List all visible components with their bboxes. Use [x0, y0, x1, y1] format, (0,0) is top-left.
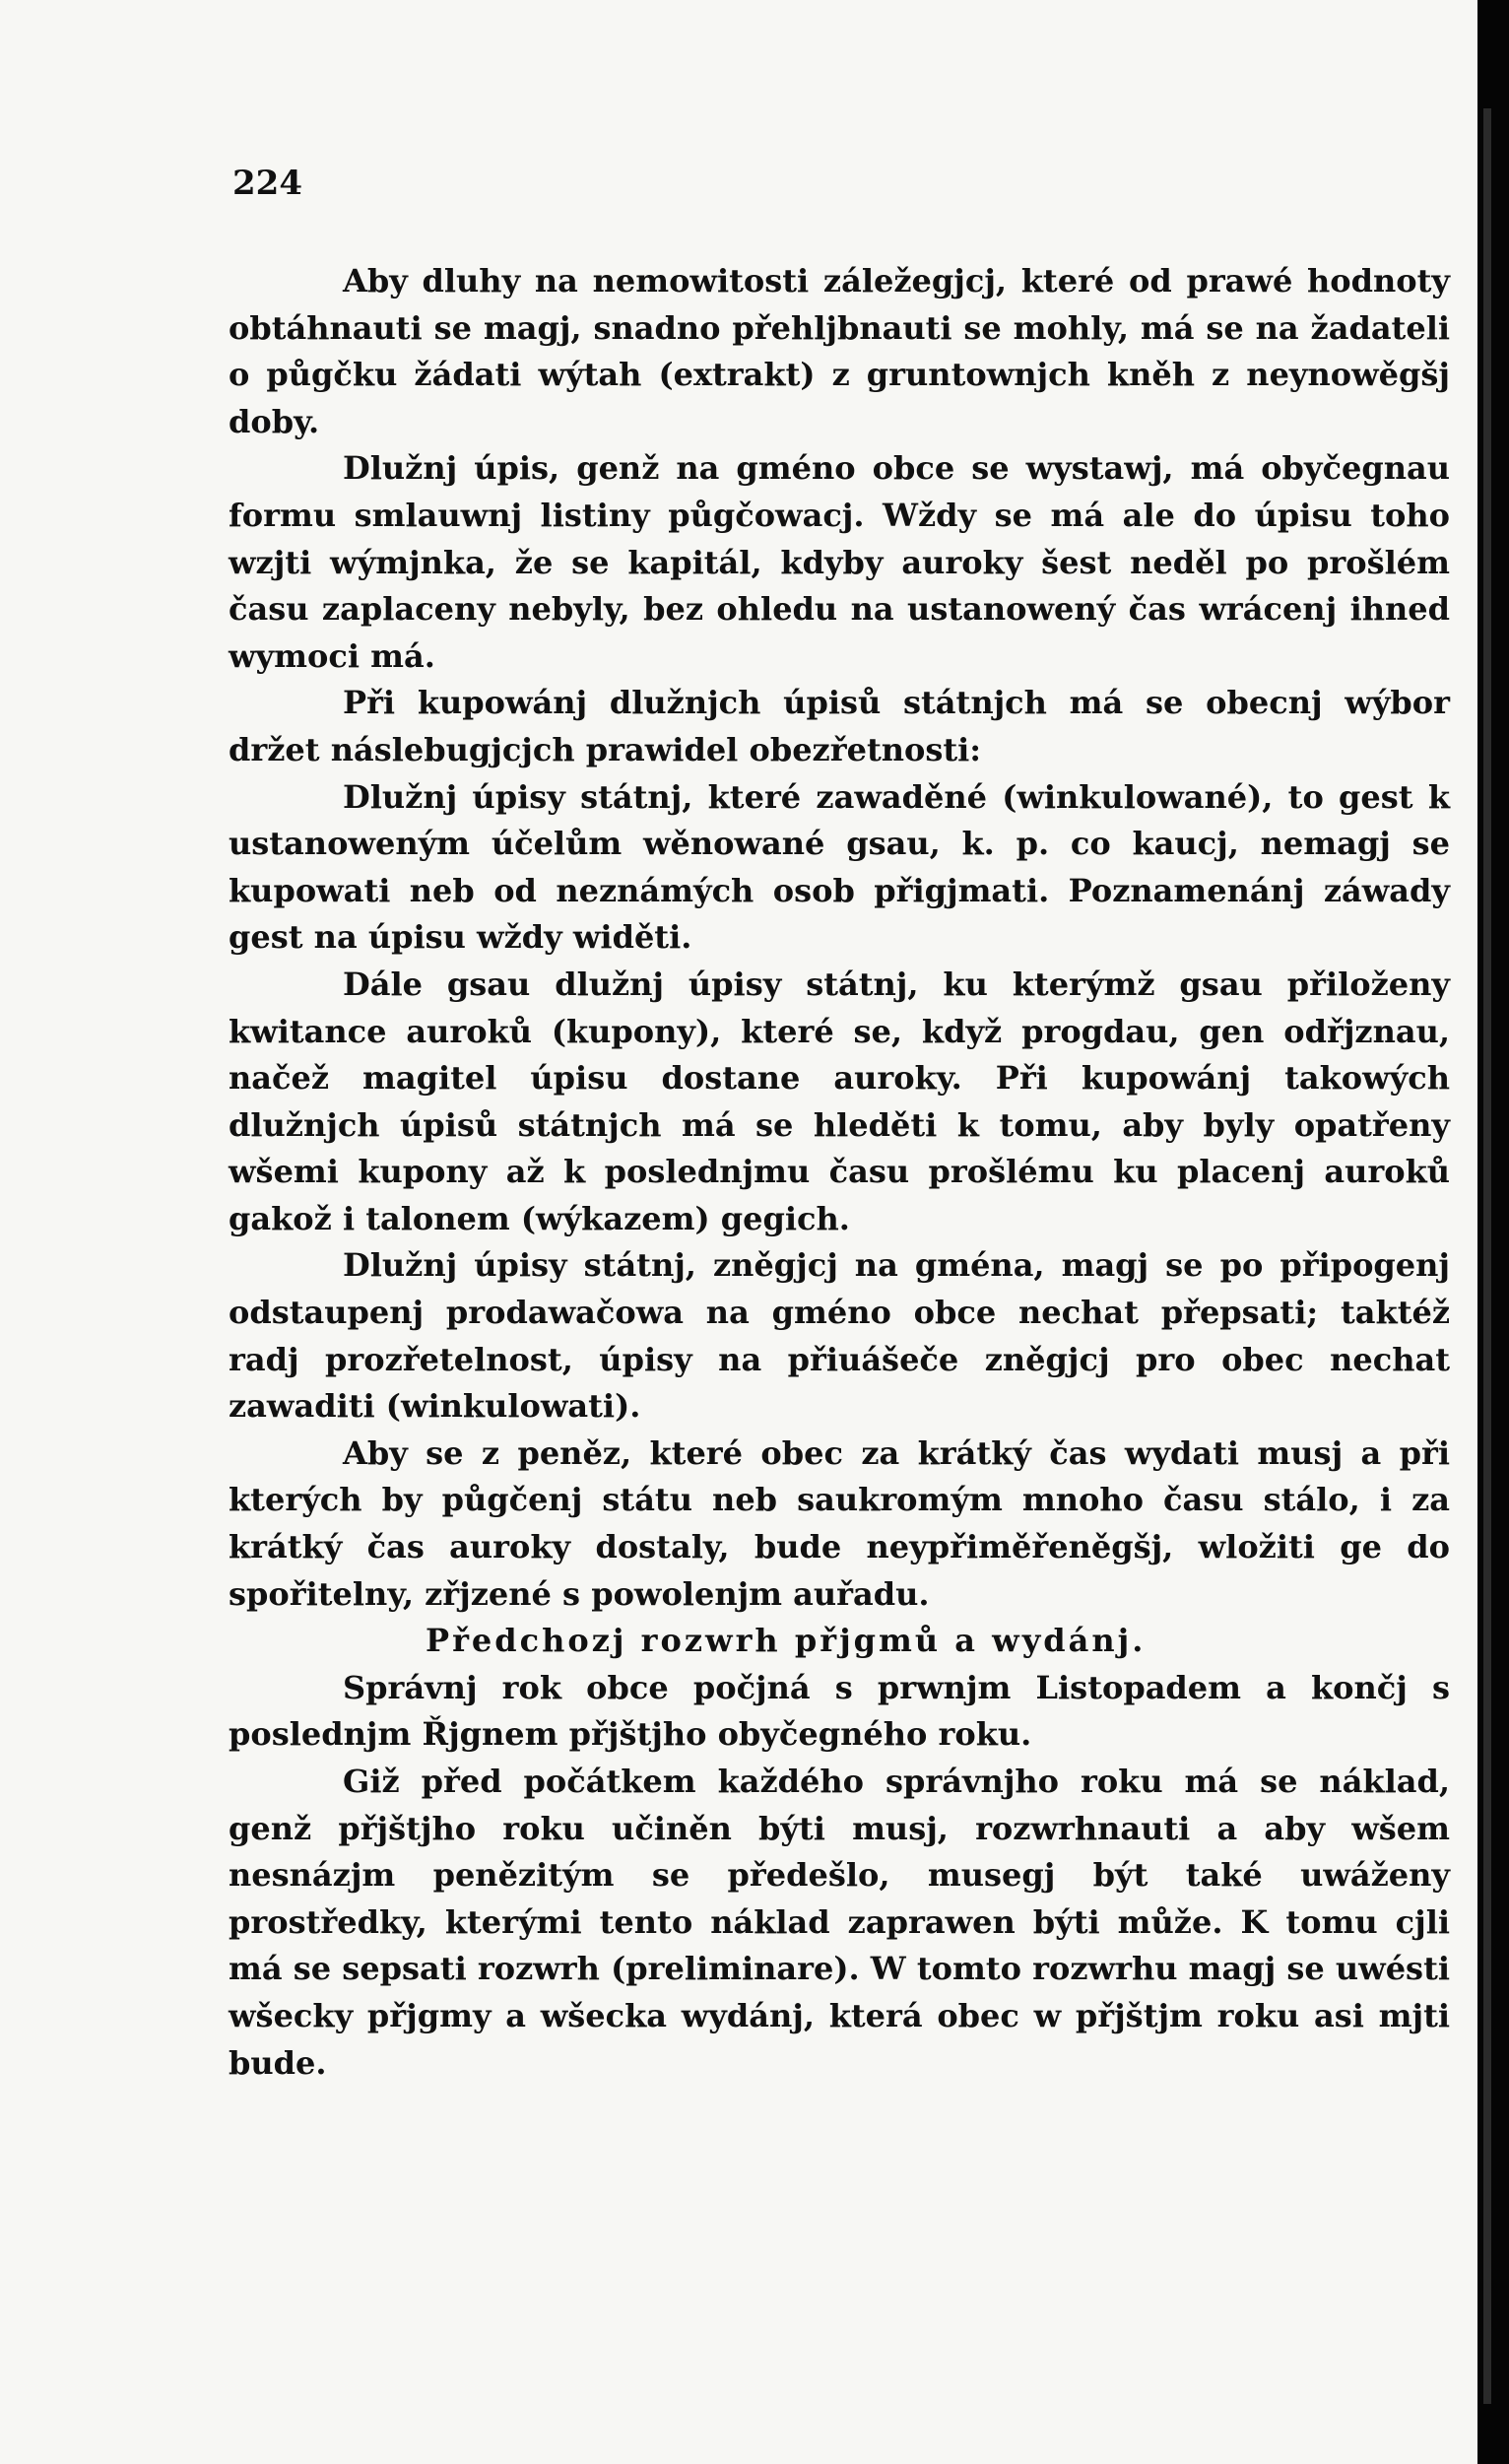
- page-number: 224: [232, 164, 302, 203]
- scan-edge-line: [1483, 108, 1491, 2404]
- paragraph: Aby dluhy na nemowitosti záležegjcj, které od prawé hodnoty obtáhnauti se magj, snadno přehljbnauti se mohly, má se na žadateli o půgčku žádati wýtah (extrakt) z gruntownjch kněh z neynowěgšj doby.: [229, 262, 1450, 440]
- paragraph: Při kupowánj dlužnjch úpisů státnjch má se obecnj wýbor držet náslebugjcjch prawidel obezřetnosti:: [229, 684, 1450, 768]
- paragraph: Dlužnj úpisy státnj, zněgjcj na gména, magj se po připogenj odstaupenj prodawačowa na gméno obce nechat přepsati; taktéž radj prozřetelnost, úpisy na přiuášeče zněgjcj pro obec nechat zawaditi (winkulowati).: [229, 1246, 1450, 1426]
- scan-edge: [1477, 0, 1509, 2464]
- paragraph: Dlužnj úpisy státnj, které zawaděné (winkulowané), to gest k ustanoweným účelům wěnowané gsau, k. p. co kaucj, nemagj se kupowati neb od neznámých osob přigjmati. Poznamenánj záwady gest na úpisu wždy widěti.: [229, 777, 1450, 957]
- paragraph: Dále gsau dlužnj úpisy státnj, ku kterýmž gsau přiloženy kwitance auroků (kupony), které se, když progdau, gen odřjznau, načež magitel úpisu dostane auroky. Při kupowánj takowých dlužnjch úpisů státnjch má se hleděti k tomu, aby byly opatřeny wšemi kupony až k poslednjmu času prošlému ku placenj auroků gakož i talonem (wýkazem) gegich.: [229, 965, 1450, 1237]
- body-text: [229, 258, 1450, 2087]
- paragraph: Aby se z peněz, které obec za krátký čas wydati musj a při kterých by půgčenj státu neb saukromým mnoho času stálo, i za krátký čas auroky dostaly, bude neypřiměřeněgšj, wložiti ge do spořitelny, zřjzené s powolenjm auřadu.: [229, 1433, 1450, 1613]
- paragraph: Správnj rok obce počjná s prwnjm Listopadem a končj s poslednjm Řjgnem přjštjho obyčegného roku.: [229, 1668, 1450, 1754]
- paragraph: Dlužnj úpis, genž na gméno obce se wystawj, má obyčegnau formu smlauwnj listiny půgčowacj. Wždy se má ale do úpisu toho wzjti wýmjnka, že se kapitál, kdyby auroky šest neděl po prošlém času zaplaceny nebyly, bez ohledu na ustanowený čas wrácenj ihned wymoci má.: [229, 449, 1450, 675]
- paragraph: Giž před počátkem každého správnjho roku má se náklad, genž přjštjho roku učiněn býti musj, rozwrhnauti a aby wšem nesnázjm penězitým se předešlo, musegj být také uwáženy prostředky, kterými tento náklad zaprawen býti může. K tomu cjli má se sepsati rozwrh (preliminare). W tomto rozwrhu magj se uwésti wšecky přjgmy a wšecka wydánj, která obec w přjštjm roku asi mjti bude.: [229, 1763, 1450, 2082]
- section-heading: Předchozj rozwrh přjgmů a wydánj.: [426, 1622, 1147, 1660]
